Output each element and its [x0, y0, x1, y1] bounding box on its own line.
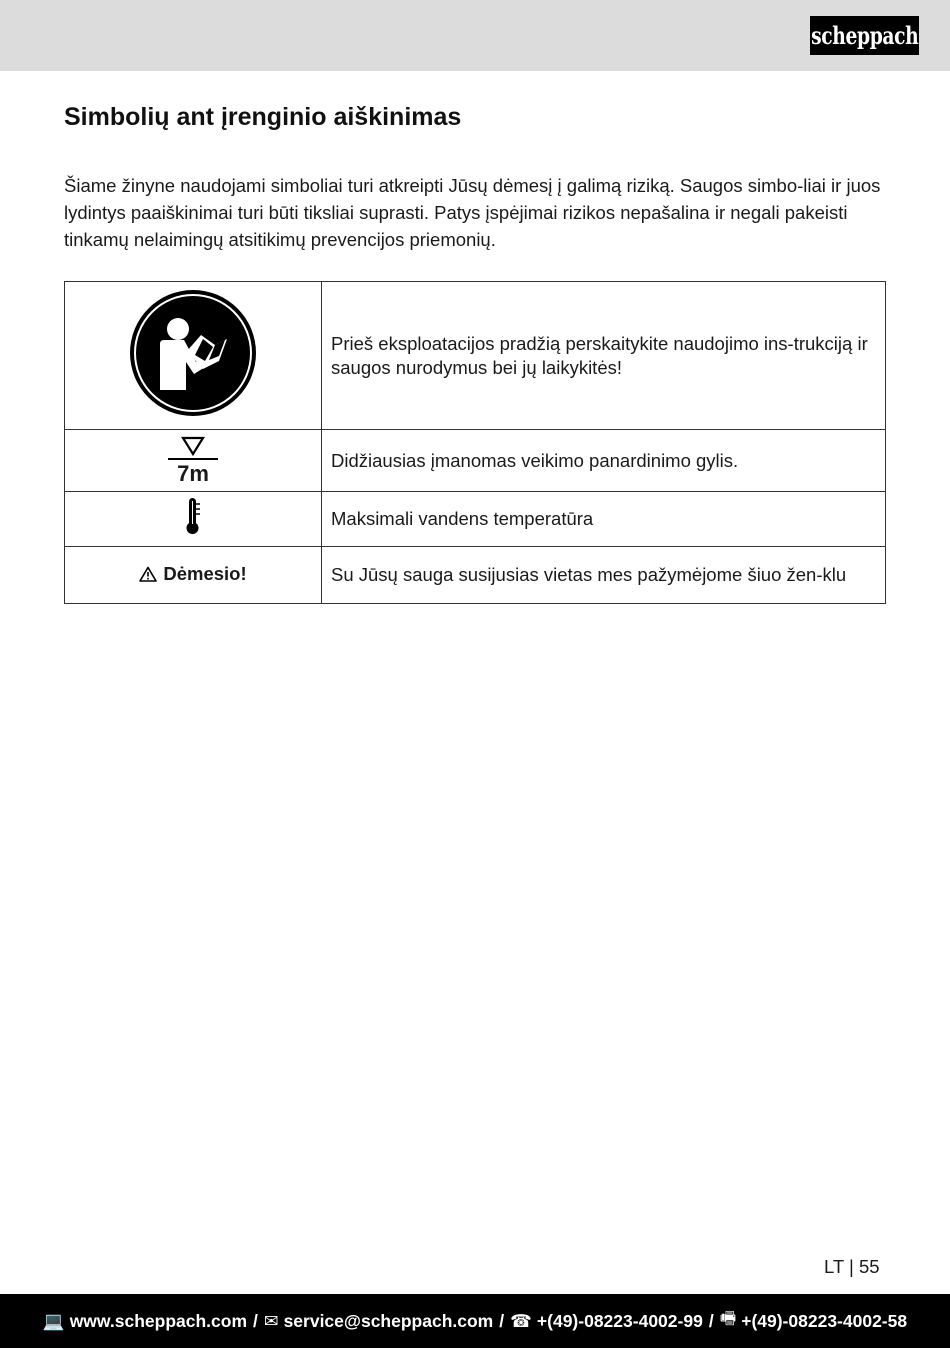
- symbol-description: Su Jūsų sauga susijusias vietas mes pažymėjome šiuo žen-klu: [322, 547, 886, 604]
- footer-fax: +(49)-08223-4002-58: [741, 1310, 908, 1331]
- warning-text: Dėmesio!: [163, 563, 247, 584]
- phone-icon: ☎: [510, 1310, 532, 1331]
- warning-label: [139, 562, 246, 586]
- table-row: [65, 492, 886, 547]
- symbol-cell: [65, 492, 322, 547]
- computer-icon: 💻: [42, 1310, 65, 1331]
- footer-email[interactable]: service@scheppach.com: [283, 1310, 494, 1331]
- warning-triangle-icon: [139, 566, 157, 582]
- water-level-icon: [166, 436, 220, 462]
- footer-separator: /: [499, 1310, 505, 1331]
- symbol-cell: [65, 282, 322, 430]
- symbol-description: Maksimali vandens temperatūra: [322, 492, 886, 547]
- footer-phone[interactable]: +(49)-08223-4002-99: [536, 1310, 703, 1331]
- fax-icon: 🖷: [719, 1308, 737, 1328]
- symbol-cell: [65, 547, 322, 604]
- table-row: [65, 430, 886, 492]
- brand-logo: [810, 16, 919, 55]
- footer-separator: /: [708, 1310, 714, 1331]
- symbol-description: Didžiausias įmanomas veikimo panardinimo gylis.: [322, 430, 886, 492]
- symbol-cell: [65, 430, 322, 492]
- table-row: [65, 547, 886, 604]
- footer-bar: [0, 1294, 950, 1348]
- symbols-table: [64, 281, 886, 604]
- footer-website[interactable]: www.scheppach.com: [69, 1310, 248, 1331]
- max-depth-icon: [166, 436, 220, 485]
- email-icon: ✉: [263, 1310, 279, 1331]
- thermometer-icon: [183, 496, 203, 536]
- table-row: [65, 282, 886, 430]
- page-number: LT | 55: [824, 1256, 880, 1277]
- page-title: Simbolių ant įrenginio aiškinimas: [64, 103, 462, 131]
- logo-text: scheppach: [810, 21, 919, 50]
- read-manual-icon: [129, 289, 257, 417]
- header-band: [0, 0, 950, 71]
- depth-value: 7m: [177, 461, 209, 486]
- symbol-description: Prieš eksploatacijos pradžią perskaitykite naudojimo ins-trukciją ir saugos nurodymus bei jų laikykitės!: [322, 282, 886, 430]
- footer-separator: /: [253, 1310, 258, 1331]
- intro-paragraph: Šiame žinyne naudojami simboliai turi atkreipti Jūsų dėmesį į galimą riziką. Saugos simbo-liai ir juos lydintys paaiškinimai turi būti tiksliai suprasti. Patys įspėjimai rizikos nepašalina ir negali pakeisti tinkamų nelaimingų atsitikimų prevencijos priemonių.: [64, 175, 881, 250]
